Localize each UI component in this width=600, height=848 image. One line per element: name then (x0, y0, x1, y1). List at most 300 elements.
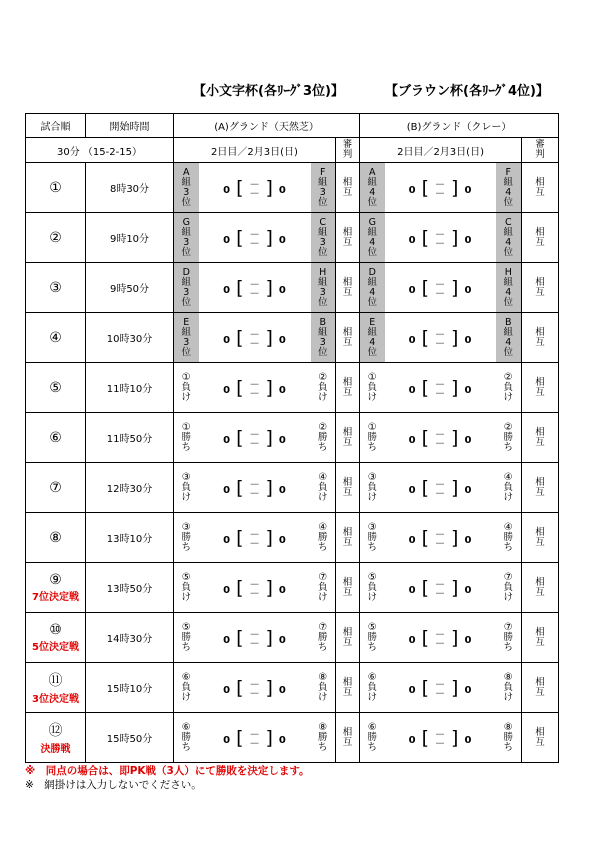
score-right[interactable]: 0 (278, 735, 286, 746)
score-left[interactable]: 0 (408, 585, 416, 596)
score-right[interactable]: 0 (464, 485, 472, 496)
pk-dash-bottom: － (249, 739, 260, 750)
match-ref-number: ③ (181, 472, 191, 483)
score-right[interactable]: 0 (464, 435, 472, 446)
team-cell (311, 613, 336, 663)
team-label: 勝ち (503, 632, 514, 653)
score-left[interactable]: 0 (223, 435, 231, 446)
match-number: ② (49, 229, 62, 246)
title-brown-cup: 【ブラウン杯(各ﾘｰｸﾞ4位)】 (385, 84, 549, 99)
start-time: 8時30分 (86, 163, 174, 213)
pk-dash-top: － (435, 730, 446, 741)
match-number-cell (26, 613, 86, 663)
match-ref-number: ⑦ (503, 622, 513, 633)
match-row (26, 363, 559, 413)
score-right[interactable]: 0 (464, 585, 472, 596)
pk-dash-top: － (249, 330, 260, 341)
start-time: 12時30分 (86, 463, 174, 513)
team-label: 負け (503, 482, 514, 503)
pk-score[interactable] (435, 431, 445, 449)
score-cell (199, 613, 311, 663)
score-right[interactable]: 0 (278, 285, 286, 296)
team-label: 勝ち (367, 632, 378, 653)
referee-cell (336, 213, 360, 263)
bracket-open: [ (236, 377, 244, 399)
pk-score[interactable] (435, 531, 445, 549)
score-left[interactable]: 0 (223, 685, 231, 696)
bracket-close: ] (265, 627, 273, 649)
team-cell (174, 613, 199, 663)
pk-score[interactable] (250, 631, 260, 649)
score-right[interactable]: 0 (278, 635, 286, 646)
pk-dash-bottom: － (435, 339, 446, 350)
score-cell (199, 213, 311, 263)
score-cell (385, 263, 496, 313)
referee-label: 相互 (342, 676, 353, 698)
pk-score[interactable] (250, 431, 260, 449)
team-label: 負け (181, 682, 191, 703)
score-right[interactable]: 0 (278, 235, 286, 246)
score-left[interactable]: 0 (408, 335, 416, 346)
referee-label: 相互 (535, 326, 545, 348)
team-label: G組3位 (181, 216, 191, 258)
team-label: B組3位 (317, 316, 328, 358)
score-cell (385, 563, 496, 613)
start-time: 13時50分 (86, 563, 174, 613)
pk-dash-bottom: － (435, 539, 446, 550)
match-number: ⑨ (49, 572, 62, 588)
referee-label: 相互 (342, 476, 353, 498)
score-left[interactable]: 0 (408, 435, 416, 446)
match-number: ⑫ (48, 723, 63, 739)
referee-label: 相互 (342, 326, 353, 348)
match-ref-number: ① (181, 422, 191, 433)
match-title: 5位決定戦 (32, 642, 79, 653)
team-label: 勝ち (367, 432, 378, 453)
team-cell (174, 563, 199, 613)
bracket-open: [ (236, 577, 244, 599)
pk-score[interactable] (435, 181, 445, 199)
match-number: ① (49, 179, 62, 196)
pk-score[interactable] (435, 581, 445, 599)
score-cell (385, 413, 496, 463)
referee-label: 相互 (342, 376, 353, 398)
bracket-open: [ (421, 327, 430, 349)
score-left[interactable]: 0 (223, 235, 231, 246)
pk-score[interactable] (250, 531, 260, 549)
match-ref-number: ⑤ (367, 622, 377, 633)
pk-score[interactable] (250, 331, 260, 349)
team-label: 勝ち (503, 532, 514, 553)
referee-cell (522, 163, 559, 213)
score-right[interactable]: 0 (464, 735, 472, 746)
bracket-open: [ (236, 427, 244, 449)
pk-dash-bottom: － (249, 339, 260, 350)
referee-cell (522, 563, 559, 613)
pk-dash-bottom: － (249, 289, 260, 300)
score-left[interactable]: 0 (223, 485, 231, 496)
match-number: ⑦ (49, 479, 62, 496)
referee-cell (336, 663, 360, 713)
pk-score[interactable] (435, 231, 445, 249)
bracket-close: ] (451, 627, 459, 649)
match-row (26, 213, 559, 263)
pk-dash-top: － (249, 430, 260, 441)
match-title: 決勝戦 (40, 744, 71, 755)
score-left[interactable]: 0 (223, 635, 231, 646)
pk-score[interactable] (435, 731, 445, 749)
start-time: 15時50分 (86, 713, 174, 763)
order-header: 試合順 (26, 114, 86, 138)
referee-label: 相互 (342, 726, 353, 748)
bracket-close: ] (451, 377, 459, 399)
score-left[interactable]: 0 (408, 685, 416, 696)
match-row (26, 263, 559, 313)
bracket-close: ] (265, 177, 273, 199)
bracket-open: [ (236, 327, 244, 349)
referee-cell (522, 663, 559, 713)
team-label: 勝ち (317, 532, 328, 553)
team-cell (311, 513, 336, 563)
team-cell (174, 163, 199, 213)
match-number: ③ (49, 279, 62, 296)
start-time: 11時10分 (86, 363, 174, 413)
team-label: H組4位 (503, 266, 514, 308)
score-cell (199, 413, 311, 463)
match-row (26, 163, 559, 213)
score-left[interactable]: 0 (223, 535, 231, 546)
team-cell (496, 363, 522, 413)
score-left[interactable]: 0 (408, 185, 416, 196)
score-cell (199, 513, 311, 563)
team-cell (360, 663, 385, 713)
pk-dash-top: － (249, 480, 260, 491)
referee-cell (522, 213, 559, 263)
score-left[interactable]: 0 (223, 385, 231, 396)
team-label: E組4位 (367, 316, 378, 358)
team-cell (174, 413, 199, 463)
score-left[interactable]: 0 (223, 185, 231, 196)
team-label: C組3位 (317, 216, 328, 258)
team-label: 負け (317, 682, 328, 703)
note-shading: ※ 網掛けは入力しないでください。 (25, 779, 202, 791)
bracket-open: [ (236, 727, 244, 749)
pk-dash-top: － (435, 630, 446, 641)
notes (25, 764, 310, 792)
start-time: 14時30分 (86, 613, 174, 663)
pk-dash-top: － (249, 530, 260, 541)
team-label: B組4位 (503, 316, 514, 358)
score-right[interactable]: 0 (278, 535, 286, 546)
score-left[interactable]: 0 (223, 735, 231, 746)
match-number-cell (26, 463, 86, 513)
score-cell (199, 563, 311, 613)
pk-score[interactable] (250, 581, 260, 599)
team-cell (496, 713, 522, 763)
score-cell (385, 513, 496, 563)
score-right[interactable]: 0 (464, 535, 472, 546)
match-row (26, 313, 559, 363)
match-number: ⑧ (49, 529, 62, 546)
team-cell (496, 613, 522, 663)
pk-dash-top: － (249, 630, 260, 641)
pk-dash-top: － (435, 480, 446, 491)
match-number-cell (26, 163, 86, 213)
pk-dash-bottom: － (435, 739, 446, 750)
pk-dash-top: － (435, 380, 446, 391)
team-label: 負け (317, 582, 328, 603)
match-ref-number: ⑥ (181, 672, 191, 683)
day-b-label: 2日目／2月3日(日) (360, 138, 522, 163)
match-number-cell (26, 213, 86, 263)
team-cell (311, 163, 336, 213)
pk-score[interactable] (435, 681, 445, 699)
pk-dash-top: － (435, 430, 446, 441)
referee-label: 相互 (535, 726, 545, 748)
team-cell (311, 213, 336, 263)
team-cell (311, 413, 336, 463)
pk-score[interactable] (250, 731, 260, 749)
titles (0, 80, 600, 100)
match-ref-number: ⑦ (503, 572, 513, 583)
referee-label: 相互 (535, 626, 545, 648)
bracket-close: ] (265, 277, 273, 299)
pk-dash-bottom: － (435, 489, 446, 500)
pk-dash-bottom: － (249, 439, 260, 450)
team-label: 勝ち (181, 632, 191, 653)
team-label: D組3位 (181, 266, 191, 308)
title-small-letter-cup: 【小文字杯(各ﾘｰｸﾞ3位)】 (193, 84, 344, 99)
match-ref-number: ⑧ (318, 722, 328, 733)
team-label: 負け (503, 382, 514, 403)
referee-cell (336, 713, 360, 763)
team-cell (360, 613, 385, 663)
team-label: 負け (181, 382, 191, 403)
pk-score[interactable] (435, 631, 445, 649)
match-ref-number: ④ (318, 472, 328, 483)
team-label: 勝ち (503, 432, 514, 453)
team-cell (496, 413, 522, 463)
bracket-close: ] (265, 727, 273, 749)
bracket-open: [ (236, 177, 244, 199)
team-label: C組4位 (503, 216, 514, 258)
match-number-cell (26, 263, 86, 313)
team-label: 勝ち (317, 432, 328, 453)
score-cell (385, 613, 496, 663)
duration-label: 30分 （15-2-15） (26, 138, 174, 163)
score-cell (199, 713, 311, 763)
score-cell (385, 713, 496, 763)
match-number-cell (26, 713, 86, 763)
score-right[interactable]: 0 (278, 585, 286, 596)
team-label: A組3位 (181, 166, 191, 208)
score-right[interactable]: 0 (464, 385, 472, 396)
bracket-close: ] (451, 327, 459, 349)
team-label: 負け (367, 682, 378, 703)
ground-b-header: (B)グランド（クレー） (360, 114, 559, 138)
score-cell (199, 313, 311, 363)
referee-cell (522, 463, 559, 513)
match-ref-number: ⑦ (318, 572, 328, 583)
score-right[interactable]: 0 (464, 335, 472, 346)
match-ref-number: ① (367, 372, 377, 383)
match-ref-number: ⑥ (181, 722, 191, 733)
team-label: 負け (181, 582, 191, 603)
team-cell (174, 663, 199, 713)
referee-label: 相互 (342, 276, 353, 298)
team-label: E組3位 (181, 316, 191, 358)
team-cell (360, 263, 385, 313)
match-ref-number: ⑦ (318, 622, 328, 633)
score-right[interactable]: 0 (278, 685, 286, 696)
referee-cell (336, 563, 360, 613)
match-ref-number: ④ (503, 522, 513, 533)
referee-label: 相互 (342, 176, 353, 198)
score-right[interactable]: 0 (278, 185, 286, 196)
bracket-close: ] (265, 227, 273, 249)
team-label: G組4位 (367, 216, 378, 258)
score-left[interactable]: 0 (408, 235, 416, 246)
team-cell (496, 313, 522, 363)
bracket-open: [ (421, 577, 430, 599)
score-right[interactable]: 0 (278, 435, 286, 446)
score-left[interactable]: 0 (223, 335, 231, 346)
score-left[interactable]: 0 (408, 285, 416, 296)
score-cell (385, 463, 496, 513)
start-time: 9時50分 (86, 263, 174, 313)
bracket-close: ] (451, 227, 459, 249)
bracket-close: ] (265, 677, 273, 699)
pk-dash-bottom: － (435, 589, 446, 600)
referee-label: 相互 (342, 526, 353, 548)
bracket-open: [ (421, 177, 430, 199)
score-left[interactable]: 0 (408, 735, 416, 746)
match-number-cell (26, 363, 86, 413)
pk-dash-top: － (435, 180, 446, 191)
score-left[interactable]: 0 (408, 385, 416, 396)
bracket-close: ] (265, 577, 273, 599)
score-right[interactable]: 0 (464, 185, 472, 196)
bracket-open: [ (421, 527, 430, 549)
referee-label: 相互 (342, 426, 353, 448)
team-label: 勝ち (503, 732, 514, 753)
match-row (26, 613, 559, 663)
pk-score[interactable] (435, 481, 445, 499)
score-right[interactable]: 0 (278, 335, 286, 346)
score-right[interactable]: 0 (464, 235, 472, 246)
pk-score[interactable] (250, 181, 260, 199)
match-ref-number: ② (318, 372, 328, 383)
team-label: 負け (503, 682, 514, 703)
match-ref-number: ⑤ (181, 622, 191, 633)
team-cell (496, 513, 522, 563)
start-time-header: 開始時間 (86, 114, 174, 138)
team-cell (496, 213, 522, 263)
pk-score[interactable] (250, 281, 260, 299)
match-ref-number: ③ (181, 522, 191, 533)
score-left[interactable]: 0 (223, 585, 231, 596)
pk-dash-top: － (435, 580, 446, 591)
pk-dash-bottom: － (249, 539, 260, 550)
score-left[interactable]: 0 (408, 535, 416, 546)
match-number: ④ (49, 329, 62, 346)
team-cell (360, 713, 385, 763)
start-time: 10時30分 (86, 313, 174, 363)
pk-score[interactable] (250, 231, 260, 249)
team-label: 勝ち (317, 732, 328, 753)
team-cell (174, 463, 199, 513)
score-left[interactable]: 0 (223, 285, 231, 296)
match-ref-number: ② (318, 422, 328, 433)
team-cell (360, 463, 385, 513)
team-label: A組4位 (367, 166, 378, 208)
score-right[interactable]: 0 (278, 385, 286, 396)
referee-cell (336, 613, 360, 663)
team-label: 負け (317, 482, 328, 503)
score-left[interactable]: 0 (408, 635, 416, 646)
team-label: H組3位 (317, 266, 328, 308)
match-ref-number: ③ (367, 472, 377, 483)
match-number-cell (26, 663, 86, 713)
pk-dash-bottom: － (435, 689, 446, 700)
score-right[interactable]: 0 (464, 685, 472, 696)
referee-label: 相互 (535, 576, 545, 598)
pk-dash-top: － (249, 380, 260, 391)
pk-score[interactable] (435, 381, 445, 399)
bracket-close: ] (451, 177, 459, 199)
team-cell (360, 313, 385, 363)
referee-cell (336, 413, 360, 463)
bracket-open: [ (421, 427, 430, 449)
team-label: F組3位 (317, 166, 328, 208)
team-cell (311, 363, 336, 413)
score-cell (385, 363, 496, 413)
bracket-open: [ (421, 477, 430, 499)
bracket-close: ] (451, 277, 459, 299)
team-cell (311, 463, 336, 513)
pk-dash-top: － (435, 230, 446, 241)
pk-score[interactable] (435, 331, 445, 349)
match-ref-number: ⑥ (367, 722, 377, 733)
bracket-close: ] (451, 527, 459, 549)
score-left[interactable]: 0 (408, 485, 416, 496)
team-label: 勝ち (181, 432, 191, 453)
score-cell (385, 213, 496, 263)
score-right[interactable]: 0 (464, 285, 472, 296)
score-cell (199, 463, 311, 513)
referee-label: 相互 (535, 176, 545, 198)
team-label: 負け (503, 582, 514, 603)
pk-score[interactable] (250, 481, 260, 499)
pk-dash-top: － (435, 280, 446, 291)
pk-score[interactable] (435, 281, 445, 299)
team-cell (311, 713, 336, 763)
match-number: ⑪ (48, 673, 63, 689)
pk-score[interactable] (250, 681, 260, 699)
pk-dash-top: － (435, 530, 446, 541)
bracket-close: ] (265, 377, 273, 399)
referee-cell (522, 313, 559, 363)
match-number: ⑩ (49, 622, 62, 638)
score-right[interactable]: 0 (278, 485, 286, 496)
pk-score[interactable] (250, 381, 260, 399)
referee-cell (522, 263, 559, 313)
score-right[interactable]: 0 (464, 635, 472, 646)
pk-dash-top: － (249, 680, 260, 691)
team-label: 勝ち (367, 732, 378, 753)
team-cell (496, 163, 522, 213)
pk-dash-bottom: － (249, 189, 260, 200)
